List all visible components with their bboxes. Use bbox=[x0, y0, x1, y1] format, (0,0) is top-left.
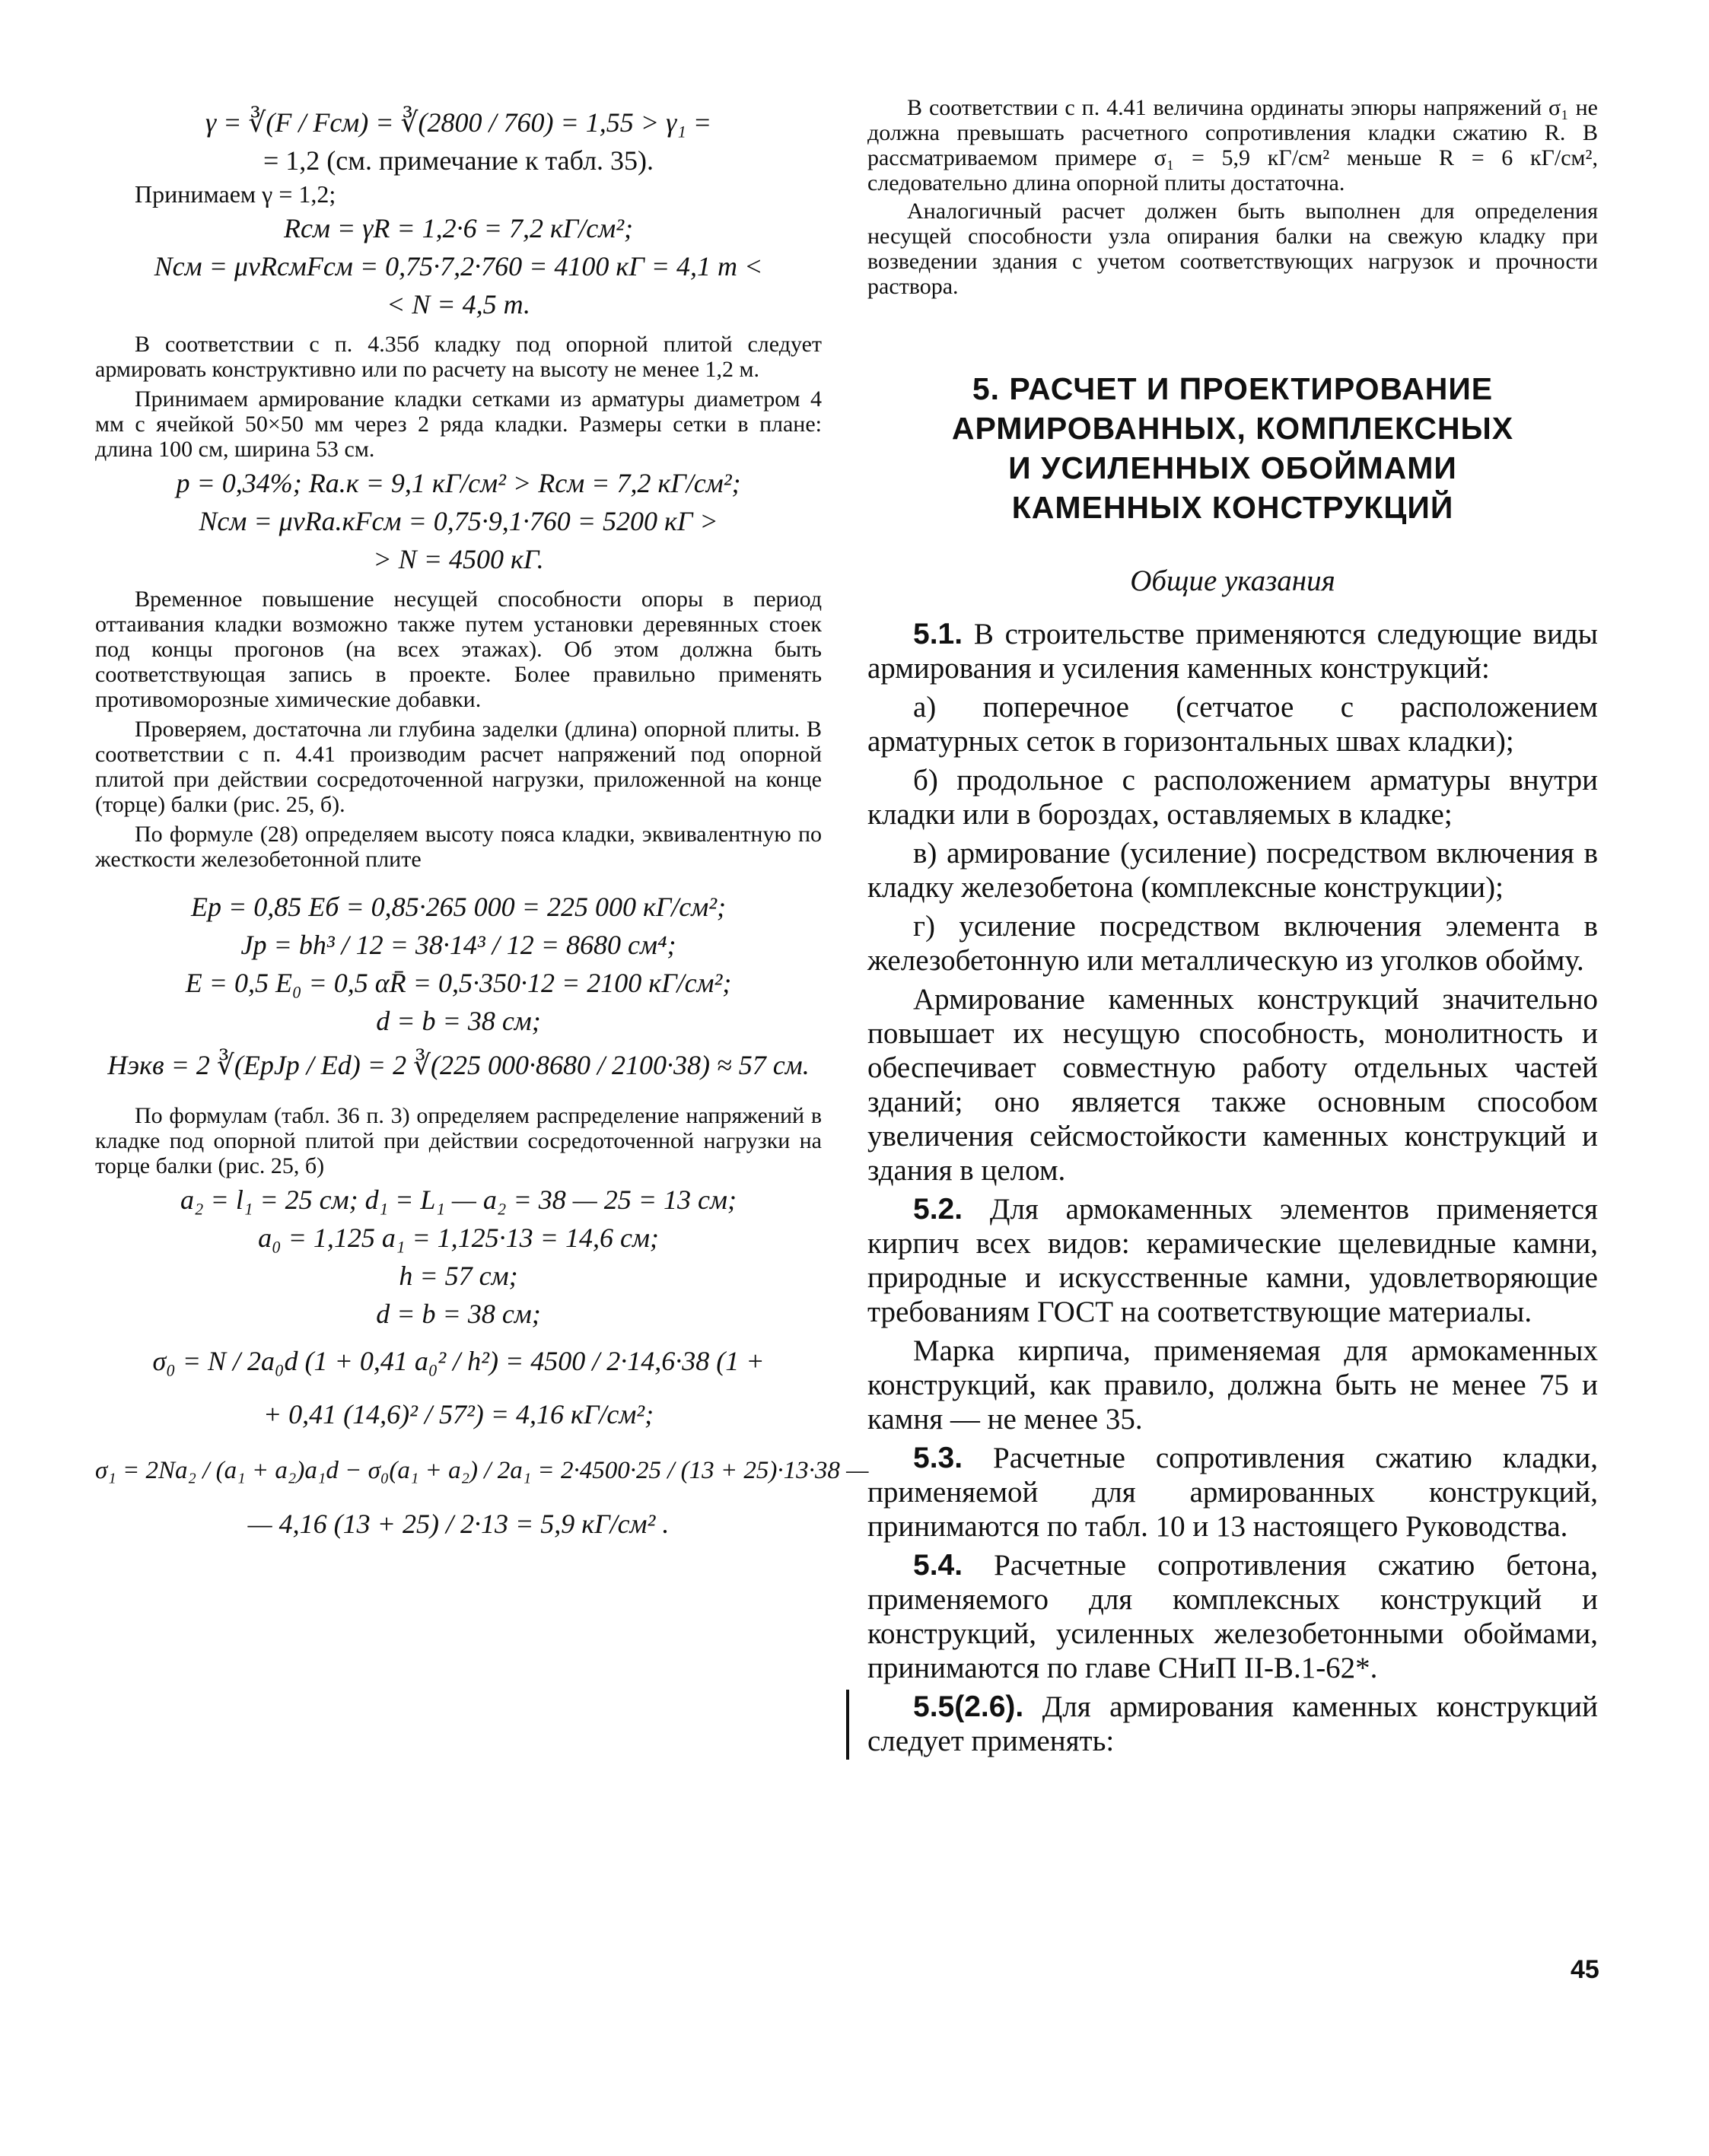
heading-line: И УСИЛЕННЫХ ОБОЙМАМИ bbox=[1008, 450, 1457, 485]
formula-gamma-cont: = 1,2 (см. примечание к табл. 35). bbox=[263, 145, 654, 176]
formula-ncm-2: Nсм = μνRа.кFсм = 0,75·9,1·760 = 5200 кГ > bbox=[199, 506, 718, 536]
formula-gamma: γ = ∛(F / Fсм) = ∛(2800 / 760) = 1,55 > γ₁ = bbox=[205, 107, 712, 138]
paragraph-check-plate: Проверяем, достаточна ли глубина заделки (длина) опорной плиты. В соответствии с п. 4.41 производим расчет напряжений под опорной плитой при действии сосредоточенной нагрузки, приложенной на конце (торце) балки (рис. 25, б). bbox=[95, 717, 822, 817]
clause-5-5 bbox=[867, 1690, 1598, 1758]
clause-5-3 bbox=[867, 1441, 1598, 1544]
formula-ncm-cont: < N = 4,5 т. bbox=[386, 289, 531, 320]
clause-text: В строительстве применяются следующие виды армирования и усиления каменных конструкций: bbox=[867, 618, 1598, 685]
formula-sigma0-cont: + 0,41 (14,6)² / 57²) = 4,16 кГ/см²; bbox=[263, 1399, 654, 1429]
formula-rcm: Rсм = γR = 1,2·6 = 7,2 кГ/см²; bbox=[283, 213, 634, 243]
formula-ncm-2-cont: > N = 4500 кГ. bbox=[373, 544, 544, 574]
formula-e: E = 0,5 E₀ = 0,5 αR̄ = 0,5·350·12 = 2100 кГ/см²; bbox=[185, 968, 732, 998]
heading-line: КАМЕННЫХ КОНСТРУКЦИЙ bbox=[1011, 490, 1454, 525]
left-column bbox=[95, 95, 869, 1545]
paragraph-table36: По формулам (табл. 36 п. 3) определяем распределение напряжений в кладке под опорной плитой при действии сосредоточенной нагрузки на торце балки (рис. 25, б) bbox=[95, 1103, 822, 1178]
formula-jp: Jр = bh³ / 12 = 38·14³ / 12 = 8680 см⁴; bbox=[240, 930, 676, 960]
clause-text: Для армирования каменных конструкций следует применять: bbox=[867, 1690, 1599, 1757]
formula-sigma1: σ₁ = 2Na₂ / (a₁ + a₂)a₁d − σ₀(a₁ + a₂) / 2a₁ = 2·4500·25 / (13 + 25)·13·38 — bbox=[95, 1457, 869, 1484]
clause-text: Для армокаменных элементов применяется кирпич всех видов: керамические щелевидные камни, природные и искусственные камни, удовлетворяющие требованиям ГОСТ на соответствующие материалы. bbox=[867, 1193, 1598, 1328]
heading-line: АРМИРОВАННЫХ, КОМПЛЕКСНЫХ bbox=[951, 411, 1514, 446]
clause-5-1-b: б) продольное с расположением арматуры внутри кладки или в бороздах, оставляемых в кладке; bbox=[867, 764, 1598, 831]
clause-5-1 bbox=[867, 617, 1598, 685]
subheading: Общие указания bbox=[1130, 564, 1335, 597]
paragraph-similar-calc: Аналогичный расчет должен быть выполнен для определения несущей способности узла опирания балки на свежую кладку при возведении здания с учетом соответствующих нагрузок и прочности раствора. bbox=[867, 199, 1598, 299]
clause-5-1-a: а) поперечное (сетчатое с расположением арматурных сеток в горизонтальных швах кладки); bbox=[867, 691, 1598, 758]
paragraph-epure: В соответствии с п. 4.41 величина ординаты эпюры напряжений σ₁ не должна превышать расчетного сопротивления кладки сжатию R. В рассматриваемом примере σ₁ = 5,9 кГ/см² меньше R = 6 кГ/см², следовательно длина опорной плиты достаточна. bbox=[867, 95, 1598, 196]
section-heading bbox=[867, 369, 1598, 527]
clause-5-2-text: Марка кирпича, применяемая для армокаменных конструкций, как правило, должна быть не менее 75 и камня — не менее 35. bbox=[867, 1334, 1598, 1436]
clause-number: 5.5(2.6). bbox=[913, 1690, 1024, 1723]
formula-sigma0: σ₀ = N / 2a₀d (1 + 0,41 a₀² / h²) = 4500 / 2·14,6·38 (1 + bbox=[152, 1346, 765, 1376]
clause-5-2 bbox=[867, 1192, 1598, 1329]
revision-bar bbox=[846, 1690, 849, 1760]
heading-line: 5. РАСЧЕТ И ПРОЕКТИРОВАНИЕ bbox=[972, 371, 1494, 406]
clause-number: 5.4. bbox=[913, 1549, 963, 1582]
paragraph-formula-28: По формуле (28) определяем высоту пояса кладки, эквивалентную по жесткости железобетонной плите bbox=[95, 822, 822, 872]
clause-number: 5.2. bbox=[913, 1193, 963, 1226]
clause-5-4 bbox=[867, 1548, 1598, 1685]
formula-heq: Hэкв = 2 ∛(EрJр / Ed) = 2 ∛(225 000·8680 / 2100·38) ≈ 57 см. bbox=[107, 1050, 810, 1080]
paragraph-thawing: Временное повышение несущей способности опоры в период оттаивания кладки возможно также путем установки деревянных стоек под концы прогонов (на всех этажах). Об этом должна быть соответствующая запись в проекте. Более правильно применять противоморозные химические добавки. bbox=[95, 587, 822, 712]
paragraph-mesh: Принимаем армирование кладки сетками из арматуры диаметром 4 мм с ячейкой 50×50 мм через 2 ряда кладки. Размеры сетки в плане: длина 100 см, ширина 53 см. bbox=[95, 386, 822, 462]
paragraph-accept-gamma: Принимаем γ = 1,2; bbox=[135, 180, 336, 208]
formula-a2: a₂ = l₁ = 25 см; d₁ = L₁ — a₂ = 38 — 25 = 13 см; bbox=[180, 1185, 737, 1215]
clause-number: 5.1. bbox=[913, 618, 963, 650]
formula-sigma1-cont: — 4,16 (13 + 25) / 2·13 = 5,9 кГ/см² . bbox=[247, 1509, 670, 1539]
clause-5-1-text: Армирование каменных конструкций значительно повышает их несущую способность, монолитность и обеспечивает совместную работу отдельных частей зданий; оно является также основным способом увеличения сейсмостойкости каменных конструкций и здания в целом. bbox=[867, 983, 1598, 1187]
clause-text: Расчетные сопротивления сжатию бетона, применяемого для комплексных конструкций и конструкций, усиленных железобетонными обоймами, принимаются по главе СНиП II-В.1-62*. bbox=[867, 1549, 1598, 1684]
right-column bbox=[867, 95, 1598, 1763]
clause-text: Расчетные сопротивления сжатию кладки, применяемой для армированных конструкций, принимаются по табл. 10 и 13 настоящего Руководства. bbox=[867, 1442, 1598, 1543]
clause-5-1-c: в) армирование (усиление) посредством включения в кладку железобетона (комплексные конструкции); bbox=[867, 837, 1598, 904]
formula-ncm: Nсм = μνRсмFсм = 0,75·7,2·760 = 4100 кГ = 4,1 т < bbox=[154, 251, 763, 281]
clause-5-1-d: г) усиление посредством включения элемента в железобетонную или металлическую из уголков обойму. bbox=[867, 910, 1598, 977]
page-number: 45 bbox=[1571, 1955, 1599, 1984]
formula-a0: a₀ = 1,125 a₁ = 1,125·13 = 14,6 см; bbox=[258, 1223, 659, 1253]
formula-ep: Eр = 0,85 Eб = 0,85·265 000 = 225 000 кГ/см²; bbox=[190, 892, 727, 922]
formula-d: d = b = 38 см; bbox=[376, 1006, 541, 1036]
clause-number: 5.3. bbox=[913, 1442, 963, 1474]
paragraph-reinforce: В соответствии с п. 4.35б кладку под опорной плитой следует армировать конструктивно или по расчету на высоту не менее 1,2 м. bbox=[95, 332, 822, 382]
formula-p: p = 0,34%; Rа.к = 9,1 кГ/см² > Rсм = 7,2 кГ/см²; bbox=[176, 468, 741, 498]
formula-d-2: d = b = 38 см; bbox=[376, 1299, 541, 1329]
formula-h: h = 57 см; bbox=[399, 1261, 518, 1291]
